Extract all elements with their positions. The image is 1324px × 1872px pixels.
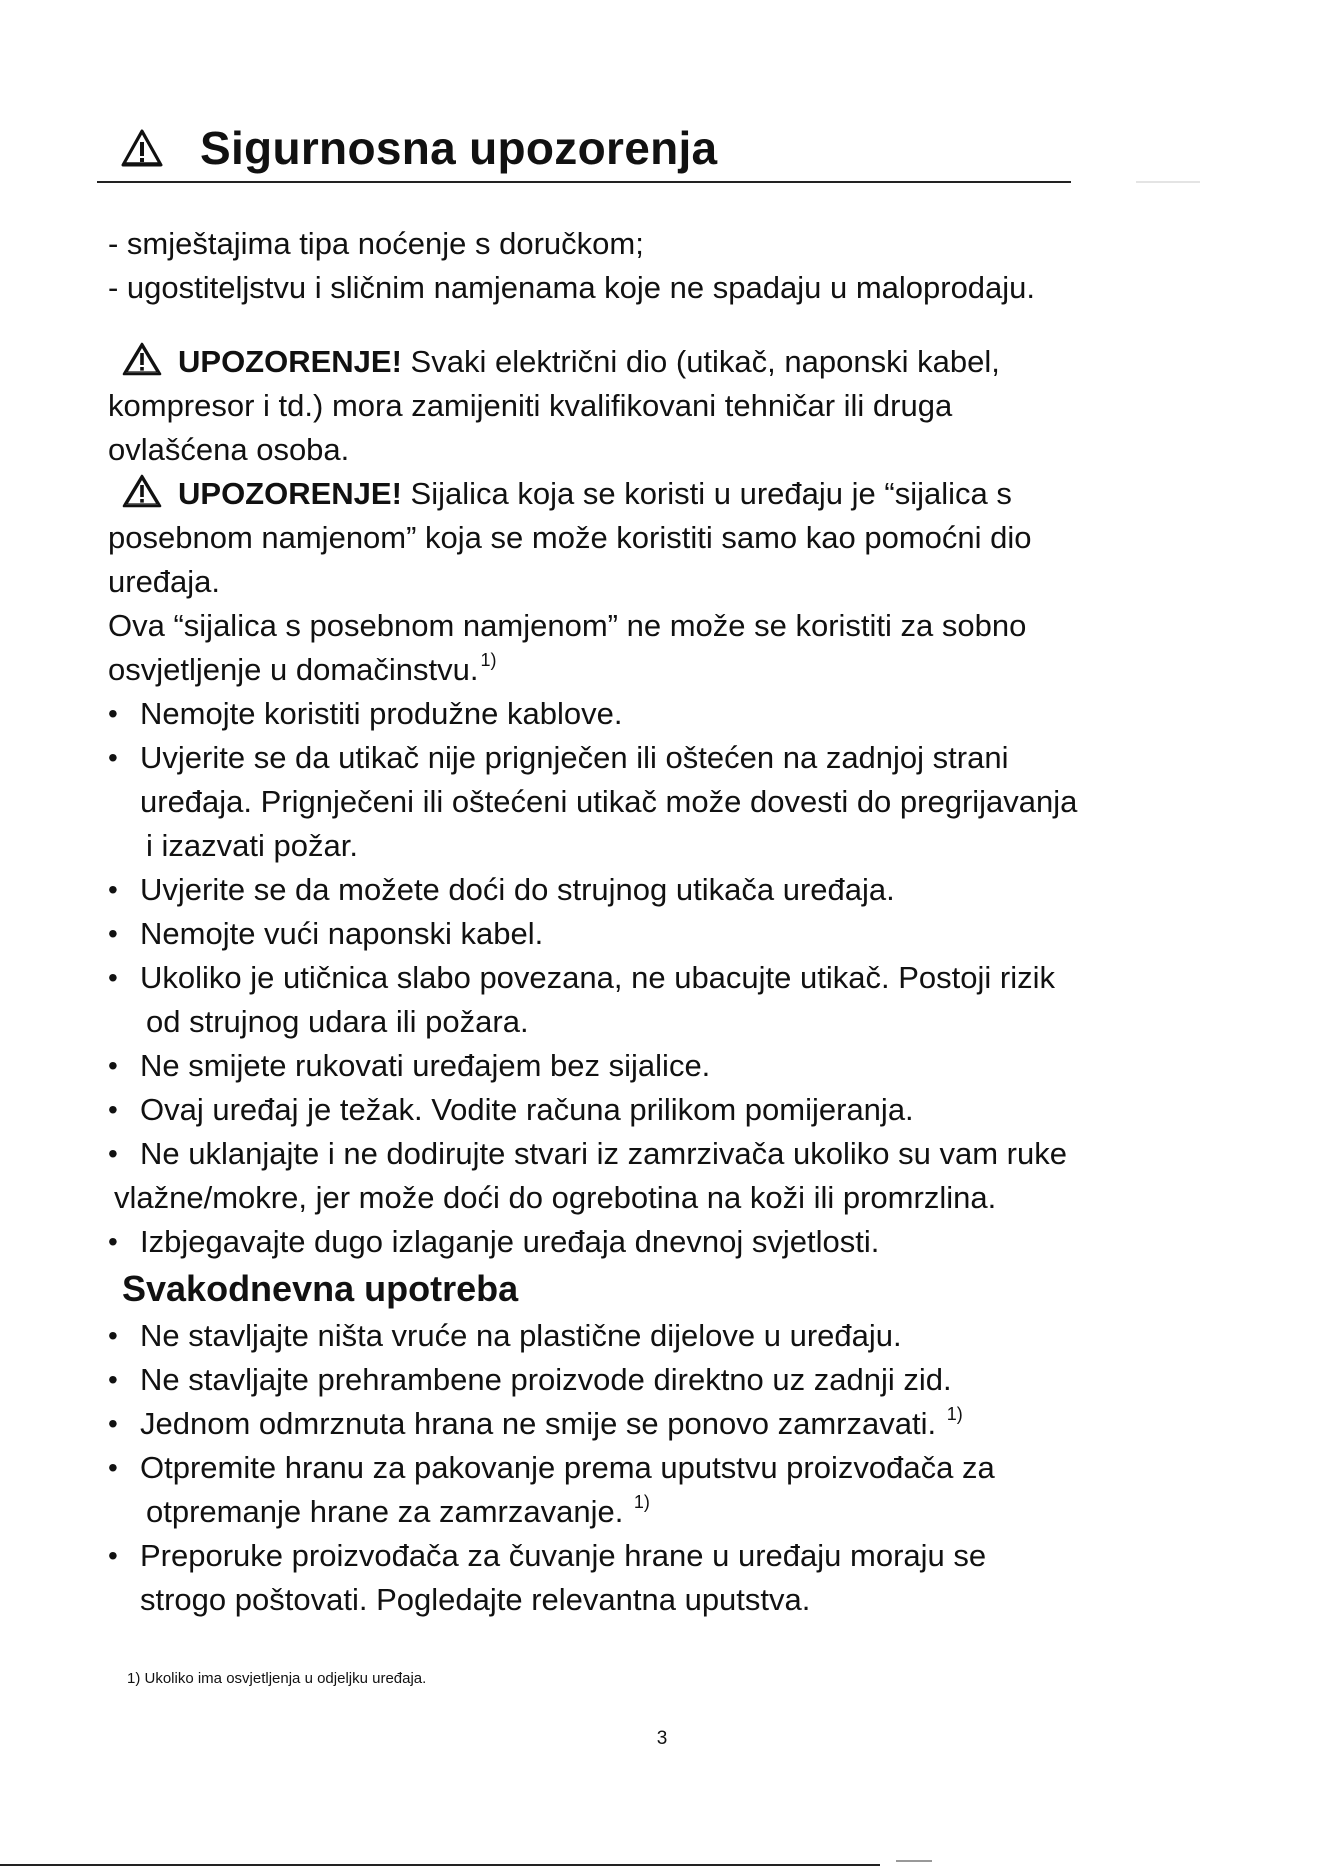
warning-text: Svaki električni dio (utikač, naponski kabel, [401, 344, 1000, 379]
list-item-text: otpremanje hrane za zamrzavanje. [146, 1494, 632, 1529]
note-text [108, 648, 1208, 692]
footnote: 1) Ukoliko ima osvjetljenja u odjeljku uređaja. [127, 1670, 427, 1687]
footnote-ref: 1) [480, 650, 497, 670]
list-item: • Ovaj uređaj je težak. Vodite računa prilikom pomijeranja. [108, 1088, 1208, 1132]
list-item: • Nemojte koristiti produžne kablove. [108, 692, 1208, 736]
warning-text: posebnom namjenom” koja se može koristiti samo kao pomoćni dio [108, 520, 1032, 555]
footnote-ref: 1) [946, 1404, 963, 1424]
list-item-continuation: strogo poštovati. Pogledajte relevantna uputstva. [140, 1582, 811, 1617]
warning-2 [108, 472, 1208, 516]
warning-triangle-icon [122, 474, 162, 508]
warning-triangle-icon [120, 128, 164, 168]
footer-mark [896, 1860, 932, 1862]
intro-line: - smještajima tipa noćenje s doručkom; [108, 226, 644, 261]
list-item-continuation: od strujnog udara ili požara. [146, 1004, 529, 1039]
list-item: • Ne stavljajte ništa vruće na plastične dijelove u uređaju. [108, 1314, 1208, 1358]
list-item: • Otpremite hranu za pakovanje prema uputstvu proizvođača za [108, 1446, 1208, 1490]
section-heading: Svakodnevna upotreba [122, 1268, 519, 1309]
list-item-text: Jednom odmrznuta hrana ne smije se ponovo zamrzavati. [140, 1406, 945, 1441]
warning-label: UPOZORENJE! [178, 344, 402, 379]
list-item-continuation: i izazvati požar. [146, 828, 358, 863]
note-text-line: osvjetljenje u domačinstvu. [108, 652, 479, 687]
warning-triangle-icon [122, 342, 162, 376]
page-title: Sigurnosna upozorenja [200, 122, 718, 174]
list-item: • Ukoliko je utičnica slabo povezana, ne ubacujte utikač. Postoji rizik [108, 956, 1208, 1000]
warning-text: Sijalica koja se koristi u uređaju je “sijalica s [401, 476, 1012, 511]
warning-text: ovlašćena osoba. [108, 432, 350, 467]
intro-line: - ugostiteljstvu i sličnim namjenama koje ne spadaju u maloprodaju. [108, 270, 1036, 305]
page-number: 3 [656, 1728, 668, 1749]
list-item: • Ne uklanjajte i ne dodirujte stvari iz zamrzivača ukoliko su vam ruke [108, 1132, 1208, 1176]
warning-text: uređaja. [108, 564, 221, 599]
list-item-continuation: uređaja. Prignječeni ili oštećeni utikač može dovesti do pregrijavanja [140, 784, 1078, 819]
footnote-ref: 1) [633, 1492, 650, 1512]
list-item: • Ne smijete rukovati uređajem bez sijalice. [108, 1044, 1208, 1088]
list-item: • Preporuke proizvođača za čuvanje hrane u uređaju moraju se [108, 1534, 1208, 1578]
note-text: Ova “sijalica s posebnom namjenom” ne može se koristiti za sobno [108, 608, 1027, 643]
warning-text: kompresor i td.) mora zamijeniti kvalifikovani tehničar ili druga [108, 388, 953, 423]
list-item-continuation [108, 1490, 1208, 1534]
header-divider [97, 181, 1071, 183]
list-item: • Ne stavljajte prehrambene proizvode direktno uz zadnji zid. [108, 1358, 1208, 1402]
footer-divider [0, 1864, 880, 1866]
warning-1 [108, 340, 1208, 384]
warning-label: UPOZORENJE! [178, 476, 402, 511]
document-body [108, 222, 1208, 1622]
list-item: • Izbjegavajte dugo izlaganje uređaja dnevnoj svjetlosti. [108, 1220, 1208, 1264]
page-header [120, 118, 717, 178]
list-item-continuation: vlažne/mokre, jer može doći do ogrebotina na koži ili promrzlina. [114, 1180, 997, 1215]
list-item: • Uvjerite se da utikač nije prignječen ili oštećen na zadnjoj strani [108, 736, 1208, 780]
list-item: • Uvjerite se da možete doći do strujnog utikača uređaja. [108, 868, 1208, 912]
header-divider-faint [1136, 181, 1200, 183]
list-item [108, 1402, 1208, 1446]
list-item: • Nemojte vući naponski kabel. [108, 912, 1208, 956]
